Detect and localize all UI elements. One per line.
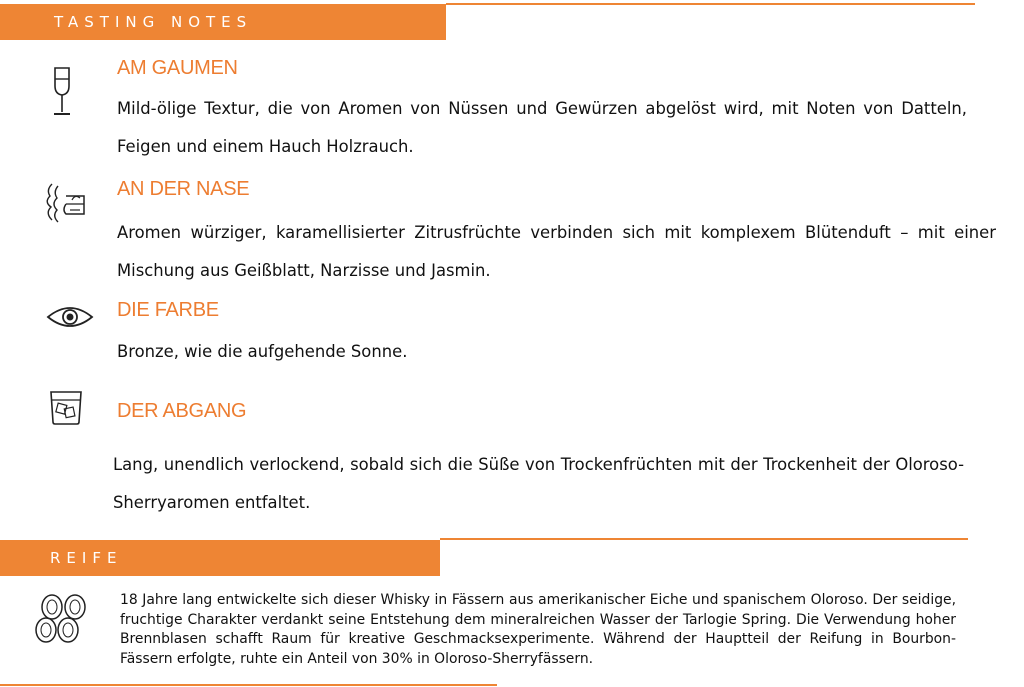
nose-smell-icon bbox=[42, 180, 90, 231]
section-title-am-gaumen: AM GAUMEN bbox=[117, 57, 238, 79]
reife-text: 18 Jahre lang entwickelte sich dieser Whisky in Fässern aus amerikanischer Eiche und spanischem Oloroso. Der seidige, fruchtige Charakter verdankt seine Entstehung dem mineralreichen Wasser der Tarlogie Spring. Die Verwendung hoher Brennblasen schafft Raum für kreative Geschmacksexperimente. Während der Hauptteil der Reifung in Bourbon-Fässern erfolgte, ruhte ein Anteil von 30% in Oloroso-Sherryfässern. bbox=[120, 592, 956, 667]
reife-header bbox=[0, 540, 440, 576]
section-title-an-der-nase: AN DER NASE bbox=[117, 178, 250, 200]
tasting-notes-header bbox=[0, 4, 446, 40]
reife-bottom-rule bbox=[0, 684, 497, 686]
wine-glass-icon bbox=[50, 66, 74, 123]
reife-rule bbox=[440, 538, 968, 540]
tasting-notes-header-label: TASTING NOTES bbox=[54, 13, 253, 31]
section-text-die-farbe: Bronze, wie die aufgehende Sonne. bbox=[117, 342, 408, 361]
whisky-tumbler-icon bbox=[49, 390, 83, 431]
reife-header-label: REIFE bbox=[50, 549, 123, 567]
section-text-am-gaumen: Mild-ölige Textur, die von Aromen von Nüssen und Gewürzen abgelöst wird, mit Noten von Datteln, Feigen und einem Hauch Holzrauch. bbox=[117, 99, 967, 156]
tasting-notes-rule bbox=[446, 3, 975, 5]
eye-icon bbox=[45, 303, 95, 336]
section-title-die-farbe: DIE FARBE bbox=[117, 299, 219, 321]
section-text-der-abgang: Lang, unendlich verlockend, sobald sich die Süße von Trockenfrüchten mit der Trockenheit der Oloroso-Sherryaromen entfaltet. bbox=[113, 455, 964, 512]
section-title-der-abgang: DER ABGANG bbox=[117, 400, 247, 422]
section-text-an-der-nase: Aromen würziger, karamellisierter Zitrusfrüchte verbinden sich mit komplexem Blütenduft – mit einer Mischung aus Geißblatt, Narzisse und Jasmin. bbox=[117, 223, 996, 280]
barrels-icon bbox=[34, 592, 94, 651]
